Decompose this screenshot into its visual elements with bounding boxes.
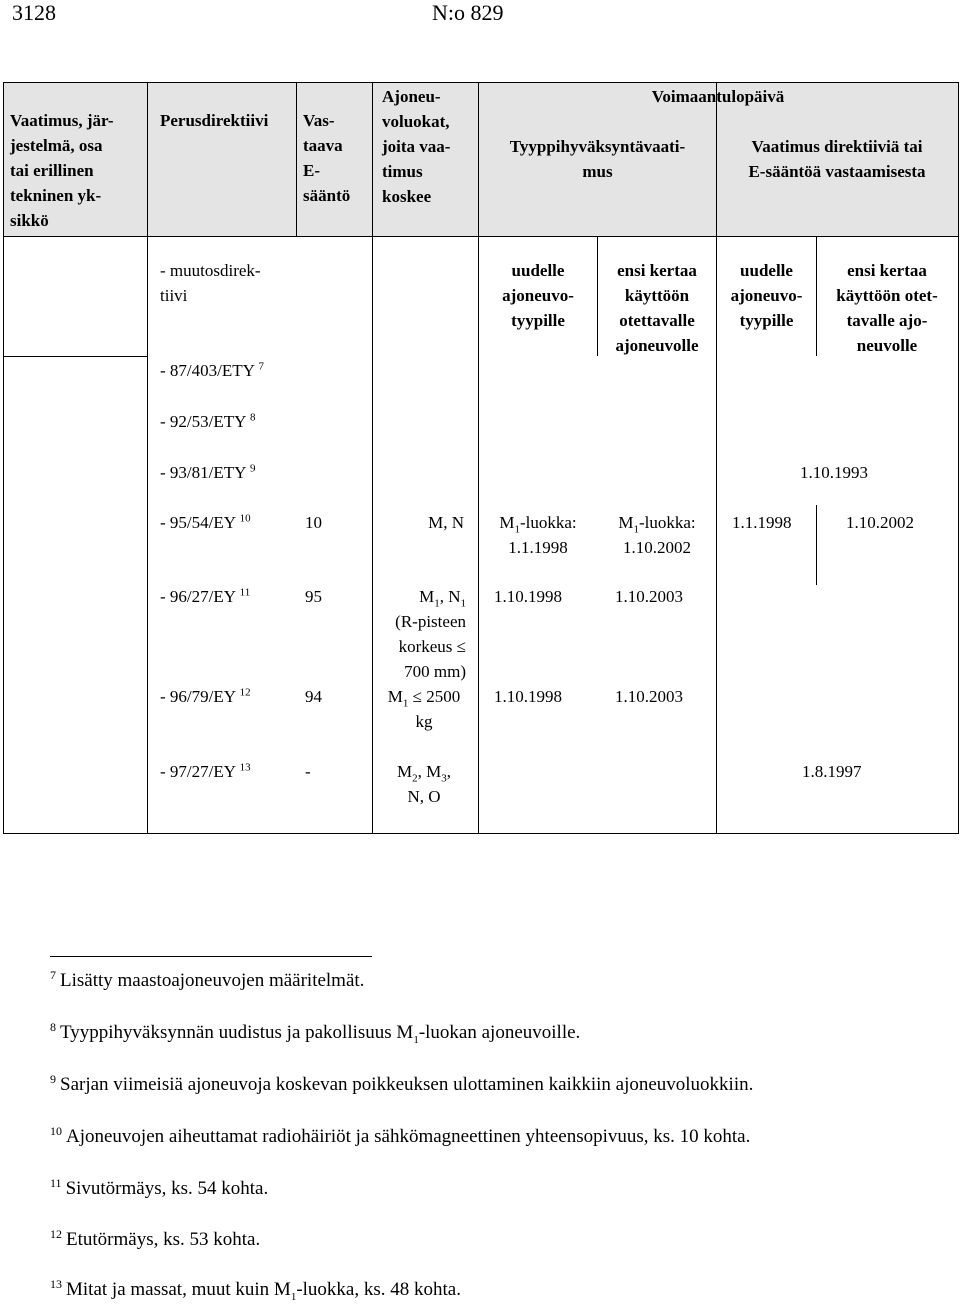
classes-96-79: $M_1 \le 2500$ kg xyxy=(387,687,461,731)
footnote-12: $^{12}$ Etutörmäys, ks. 53 kohta. xyxy=(50,1227,261,1250)
directive-96-79: - 96/79/EY $^{12}$ xyxy=(160,686,251,706)
header-requirement: Vaatimus, jär- jestelmä, osa tai erillinen tekninen yk- sikkö xyxy=(10,111,114,230)
sub-first-use-2: ensi kertaa käyttöön otet- tavalle ajo- neuvolle xyxy=(836,261,938,355)
header-vehicle-classes: Ajoneu- voluokat, joita vaa- timus koskee xyxy=(382,87,451,206)
first-use-95-54: $M_1$-luokka: 1.10.2002 xyxy=(618,513,696,557)
rule-col5 xyxy=(716,83,717,833)
header-effective-date: Voimaantulopäivä xyxy=(651,87,785,106)
footnote-10: $^{10}$ Ajoneuvojen aiheuttamat radiohäiriöt ja sähkömagneettinen yhteensopivuus, ks. 10 kohta. xyxy=(50,1124,751,1147)
page-number: 3128 xyxy=(12,0,56,25)
directive-93-81: - 93/81/ETY $^9$ xyxy=(160,462,256,482)
first-use-96-27: 1.10.2003 xyxy=(615,587,683,606)
rule-col6c xyxy=(816,505,817,585)
rule-col2 xyxy=(296,83,297,236)
header-e-rule: Vas- taava E- sääntö xyxy=(303,111,351,205)
directive-97-27: - 97/27/EY $^{13}$ xyxy=(160,761,251,781)
directive-87-403: - 87/403/ETY $^7$ xyxy=(160,360,265,380)
type-approval-96-27: 1.10.1998 xyxy=(494,587,562,606)
footnote-9: $^9$ Sarjan viimeisiä ajoneuvoja koskevan poikkeuksen ulottaminen kaikkiin ajoneuvoluokkiin. xyxy=(50,1072,754,1095)
footnote-7: $^7$ Lisätty maastoajoneuvojen määritelmät. xyxy=(50,968,365,991)
rule-header-bottom xyxy=(4,236,958,237)
rule-col1 xyxy=(147,83,148,833)
sub-first-use-1: ensi kertaa käyttöön otettavalle ajoneuvolle xyxy=(615,261,699,355)
sub-new-type-2: uudelle ajoneuvo- tyypille xyxy=(730,261,803,330)
header-base-directive: Perusdirektiivi xyxy=(160,111,269,130)
footnote-13: $^{13}$ Mitat ja massat, muut kuin $M_1$-luokka, ks. 48 kohta. xyxy=(50,1277,461,1303)
footnote-rule xyxy=(50,956,372,957)
type-approval-96-79: 1.10.1998 xyxy=(494,687,562,706)
directive-95-54: - 95/54/EY $^{10}$ xyxy=(160,512,251,532)
directive-92-53: - 92/53/ETY $^8$ xyxy=(160,411,256,431)
rule-col3 xyxy=(372,83,373,833)
directive-96-27: - 96/27/EY $^{11}$ xyxy=(160,586,251,606)
classes-97-27: $M_2$, $M_3$, N, O xyxy=(397,762,451,806)
conformity-first-95-54: 1.10.2002 xyxy=(846,513,914,532)
footnote-11: $^{11}$ Sivutörmäys, ks. 54 kohta. xyxy=(50,1176,269,1199)
e-rule-96-27: 95 xyxy=(305,587,322,606)
header-type-approval: Tyyppihyväksyntävaati- mus xyxy=(509,137,686,181)
classes-96-27: $M_1$, $N_1$ (R-pisteen korkeus ≤ 700 mm) xyxy=(395,587,466,681)
rule-col4 xyxy=(478,83,479,833)
conformity-new-95-54: 1.1.1998 xyxy=(732,513,792,532)
classes-95-54: M, N xyxy=(428,513,464,532)
amend-directive-label: - muutosdirek- tiivi xyxy=(160,261,261,305)
type-approval-95-54: $M_1$-luokka: 1.1.1998 xyxy=(499,513,577,557)
first-use-96-79: 1.10.2003 xyxy=(615,687,683,706)
issue-number: N:o 829 xyxy=(432,0,504,25)
date-93-81: 1.10.1993 xyxy=(800,463,868,482)
date-97-27: 1.8.1997 xyxy=(802,762,862,781)
header-conformity: Vaatimus direktiiviä tai E-sääntöä vastaamisesta xyxy=(748,137,926,181)
sub-new-type-1: uudelle ajoneuvo- tyypille xyxy=(502,261,574,330)
rule-sub-bottom xyxy=(4,356,148,357)
footnote-8: $^8$ Tyyppihyväksynnän uudistus ja pakollisuus $M_1$-luokan ajoneuvoille. xyxy=(50,1020,581,1046)
e-rule-96-79: 94 xyxy=(305,687,322,706)
e-rule-97-27: - xyxy=(305,762,311,781)
e-rule-95-54: 10 xyxy=(305,513,322,532)
